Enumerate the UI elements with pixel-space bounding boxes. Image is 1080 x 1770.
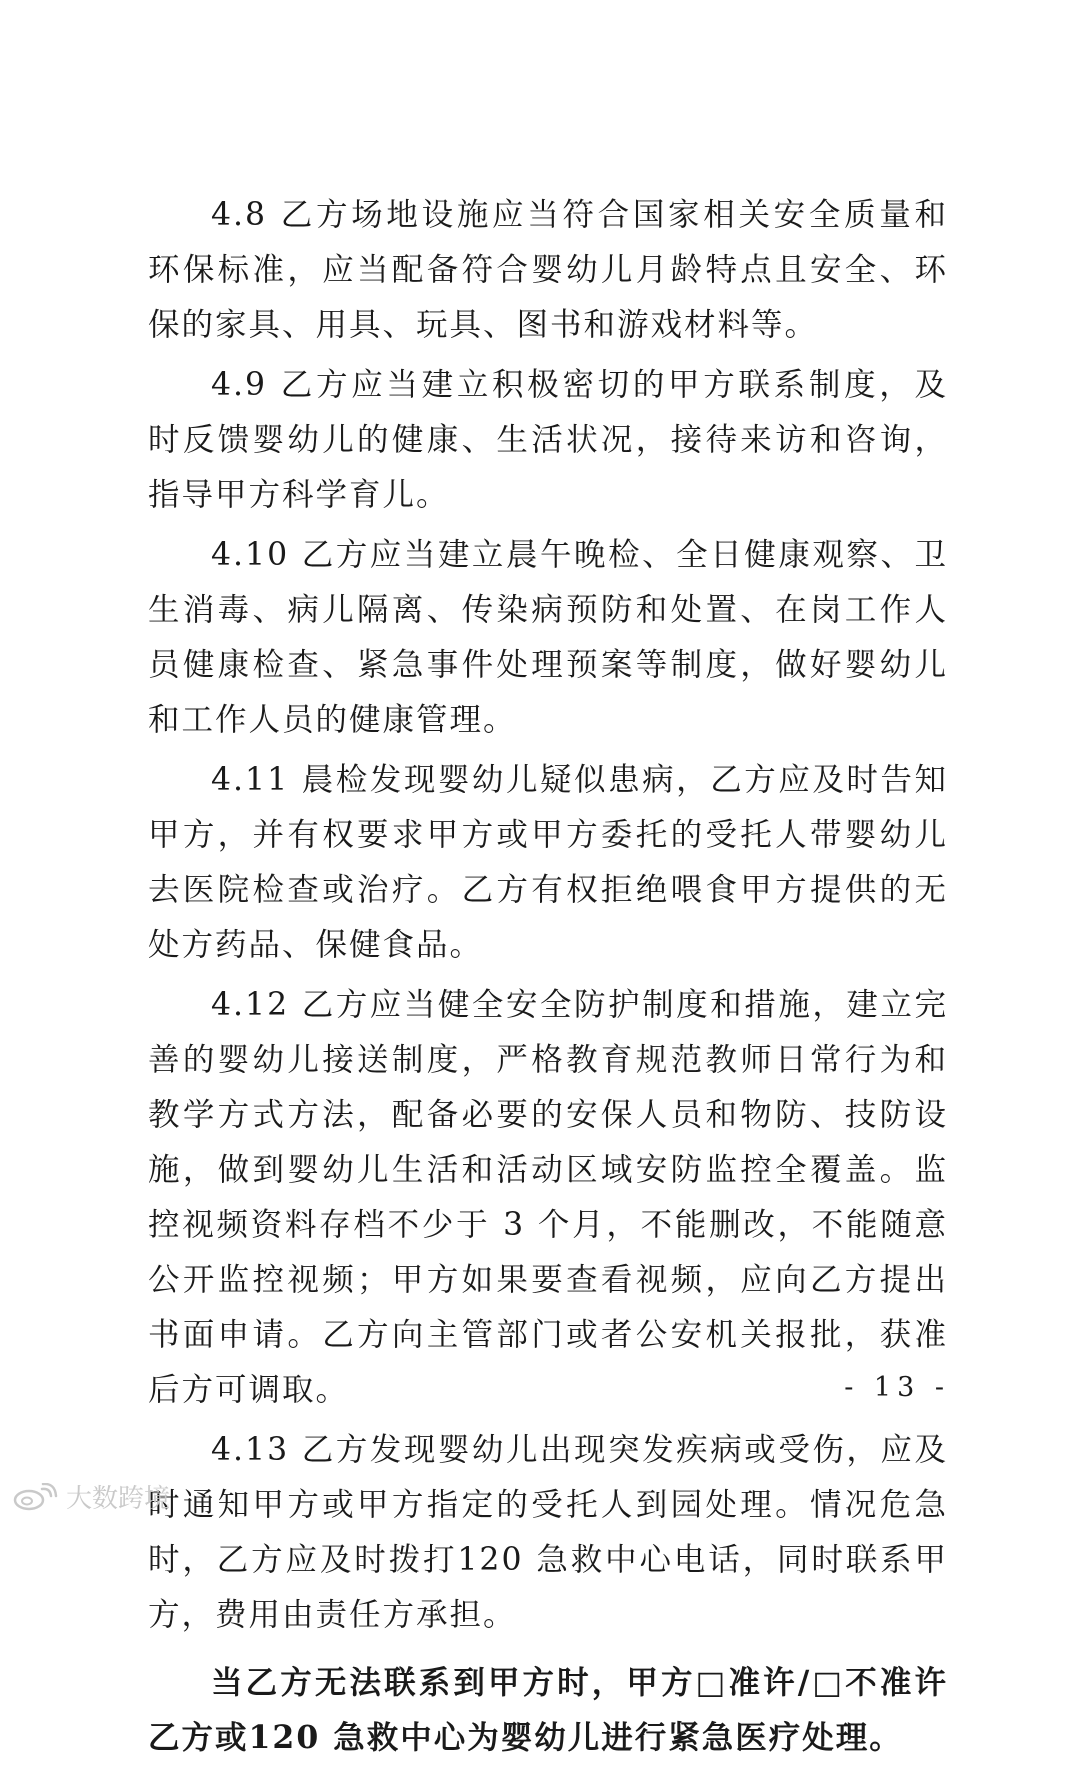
clause-4-10: 4.10 乙方应当建立晨午晚检、全日健康观察、卫生消毒、病儿隔离、传染病预防和处置、在岗工作人员健康检查、紧急事件处理预案等制度，做好婴幼儿和工作人员的健康管理。 xyxy=(148,537,948,738)
watermark-text: 大数跨境 xyxy=(66,1484,171,1514)
clause-4-13: 4.13 乙方发现婴幼儿出现突发疾病或受伤，应及时通知甲方或甲方指定的受托人到园处理。情况危急时，乙方应及时拨打120 急救中心电话，同时联系甲方，费用由责任方承担。 xyxy=(148,1432,948,1633)
contract-body xyxy=(148,188,948,1770)
page-number: - 13 - xyxy=(844,1372,950,1403)
clause-4-9: 4.9 乙方应当建立积极密切的甲方联系制度，及时反馈婴幼儿的健康、生活状况，接待来访和咨询，指导甲方科学育儿。 xyxy=(148,367,948,513)
clause-4-11: 4.11 晨检发现婴幼儿疑似患病，乙方应及时告知甲方，并有权要求甲方或甲方委托的受托人带婴幼儿去医院检查或治疗。乙方有权拒绝喂食甲方提供的无处方药品、保健食品。 xyxy=(148,762,948,963)
clause-4-12: 4.12 乙方应当健全安全防护制度和措施，建立完善的婴幼儿接送制度，严格教育规范教师日常行为和教学方式方法，配备必要的安保人员和物防、技防设施，做到婴幼儿生活和活动区域安防监控全覆盖。监控视频资料存档不少于 3 个月，不能删改，不能随意公开监控视频；甲方如果要查看视频，应向乙方提出书面申请。乙方向主管部门或者公安机关报批，获准后方可调取。 xyxy=(148,987,948,1408)
clause-4-8: 4.8 乙方场地设施应当符合国家相关安全质量和环保标准，应当配备符合婴幼儿月龄特点且安全、环保的家具、用具、玩具、图书和游戏材料等。 xyxy=(148,197,948,343)
emergency-consent-clause: 当乙方无法联系到甲方时，甲方□准许/□不准许乙方或120 急救中心为婴幼儿进行紧急医疗处理。 xyxy=(148,1664,948,1756)
weibo-logo-icon xyxy=(12,1483,58,1511)
watermark xyxy=(12,1478,170,1515)
